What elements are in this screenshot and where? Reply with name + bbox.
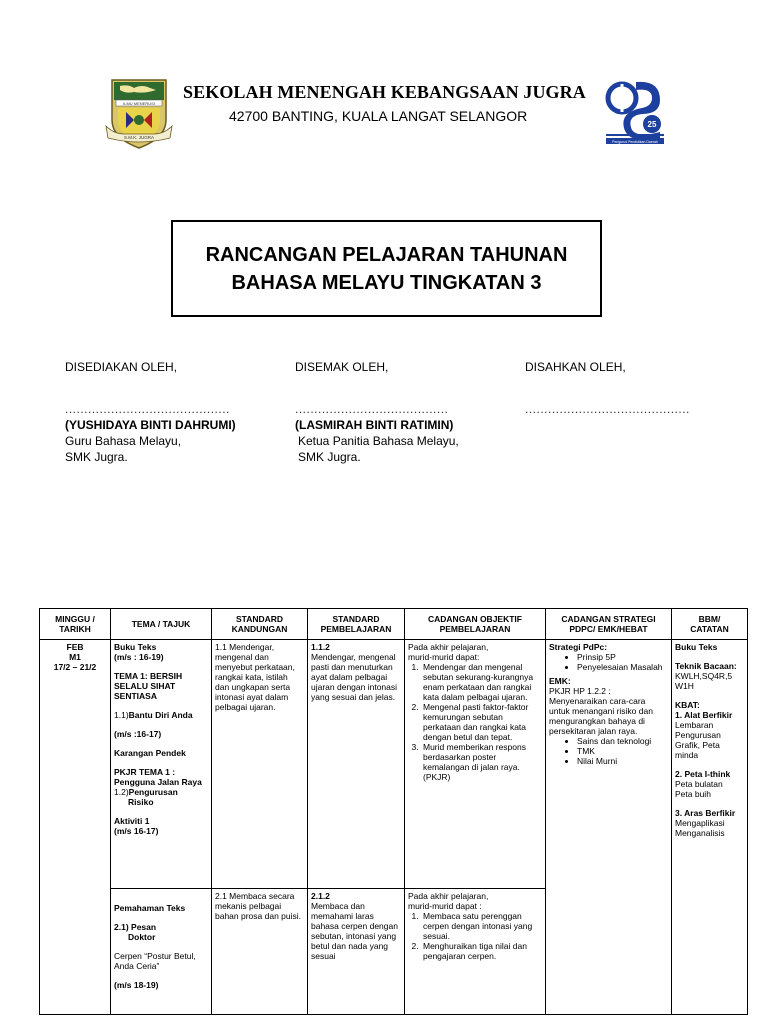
- objectives-list: [408, 662, 542, 782]
- col-header-theme: TEMA / TAJUK: [111, 609, 212, 640]
- col-header-learning-standard: STANDARD PEMBELAJARAN: [308, 609, 405, 640]
- school-address: 42700 BANTING, KUALA LANGAT SELANGOR: [229, 108, 528, 124]
- signature-heading: DISEMAK OLEH,: [295, 360, 389, 374]
- signature-heading: DISEDIAKAN OLEH,: [65, 360, 178, 374]
- lesson-plan-table: [39, 608, 748, 1015]
- signature-approved-by: [525, 359, 690, 417]
- signature-place: SMK Jugra.: [65, 450, 128, 464]
- col-header-week: MINGGU / TARIKH: [40, 609, 111, 640]
- content-standard-cell: 2.1 Membaca secara mekanis pelbagai bahan prosa dan puisi.: [212, 889, 308, 1015]
- col-header-content-standard: STANDARD KANDUNGAN: [212, 609, 308, 640]
- objectives-cell: Pada akhir pelajaran, murid-murid dapat : 1. Membaca satu perenggan cerpen dengan intonasi yang sesuai. 2. Menghuraikan tiga nilai dan pengajaran cerpen.: [405, 889, 546, 1015]
- list-item: • TMK: [577, 746, 668, 756]
- strategy-cell: Strategi PdPc: • Prinsip 5P • Penyelesaian Masalah EMK: PKJR HP 1.2.2 : Menyenaraikan cara-cara untuk menangani risiko dan mengurangkan bahaya di persekitaran jalan raya. • Sains dan teknologi • TMK • Nilai Murni: [546, 640, 672, 1015]
- document-title-line2: BAHASA MELAYU TINGKATAN 3: [231, 271, 542, 294]
- content-standard-cell: 1.1 Mendengar, mengenal dan menyebut perkataan, rangkai kata, istilah dan ungkapan serta intonasi ayat dalam pelbagai ujaran.: [212, 640, 308, 889]
- list-item: 3. Murid memberikan respons berdasarkan poster kemalangan di jalan raya. (PKJR): [421, 742, 542, 782]
- objectives-list: [408, 911, 542, 961]
- signature-line: ...........................................: [525, 402, 690, 416]
- signature-line: ...........................................: [65, 402, 230, 416]
- emk-list: [549, 736, 668, 766]
- list-item: • Nilai Murni: [577, 756, 668, 766]
- svg-text:25: 25: [647, 120, 657, 129]
- signature-prepared-by: [65, 359, 236, 465]
- signature-role: Ketua Panitia Bahasa Melayu,: [298, 434, 459, 448]
- learning-standard-cell: 1.1.2 Mendengar, mengenal pasti dan menuturkan ayat dalam pelbagai ujaran dengan intonasi yang sesuai dan jelas.: [308, 640, 405, 889]
- objectives-cell: Pada akhir pelajaran, murid-murid dapat: 1. Mendengar dan mengenal sebutan sekurang-kurangnya enam perkataan dan rangkai kata dalam pelbagai ujaran. 2. Mengenal pasti faktor-faktor kemurungan sebutan perkataan dan rangkai kata dengan betul dan tepat. 3. Murid memberikan respons berdasarkan poster kemalangan di jalan raya. (PKJR): [405, 640, 546, 889]
- school-name: SEKOLAH MENENGAH KEBANGSAAN JUGRA: [183, 82, 586, 102]
- list-item: • Sains dan teknologi: [577, 736, 668, 746]
- svg-text:S.M.K. JUGRA: S.M.K. JUGRA: [123, 135, 155, 140]
- svg-text:ILMU MENERUSI: ILMU MENERUSI: [123, 101, 155, 106]
- theme-cell: Pemahaman Teks 2.1) Pesan Doktor Cerpen “Postur Betul, Anda Ceria” (m/s 18-19): [111, 889, 212, 1015]
- school-crest-logo: [104, 76, 174, 150]
- signature-place: SMK Jugra.: [298, 450, 361, 464]
- notes-cell: Buku Teks Teknik Bacaan: KWLH,SQ4R,5 W1H KBAT: 1. Alat Berfikir Lembaran Pengurusan Grafik, Peta minda 2. Peta I-think Peta bulatan Peta buih 3. Aras Berfikir Mengaplikasi Menganalisis: [672, 640, 748, 1015]
- list-item: 1. Mendengar dan mengenal sebutan sekurang-kurangnya enam perkataan dan rangkai kata dalam pelbagai ujaran.: [421, 662, 542, 702]
- col-header-notes: BBM/ CATATAN: [672, 609, 748, 640]
- district-logo: [602, 78, 668, 146]
- list-item: 2. Menghuraikan tiga nilai dan pengajaran cerpen.: [421, 941, 542, 961]
- list-item: • Prinsip 5P: [577, 652, 668, 662]
- list-item: 1. Membaca satu perenggan cerpen dengan intonasi yang sesuai.: [421, 911, 542, 941]
- col-header-objectives: CADANGAN OBJEKTIF PEMBELAJARAN: [405, 609, 546, 640]
- table-row: [40, 640, 748, 889]
- learning-standard-cell: 2.1.2 Membaca dan memahami laras bahasa cerpen dengan sebutan, intonasi yang betul dan nada yang sesuai: [308, 889, 405, 1015]
- list-item: • Penyelesaian Masalah: [577, 662, 668, 672]
- signature-role: Guru Bahasa Melayu,: [65, 434, 182, 448]
- signature-heading: DISAHKAN OLEH,: [525, 360, 626, 374]
- document-title-box: [171, 220, 602, 317]
- signature-checked-by: [295, 359, 459, 465]
- table-header-row: [40, 609, 748, 640]
- signature-line: ........................................: [295, 402, 449, 416]
- list-item: 2. Mengenal pasti faktor-faktor kemurungan sebutan perkataan dan rangkai kata dengan betul dan tepat.: [421, 702, 542, 742]
- signature-name: (YUSHIDAYA BINTI DAHRUMI): [65, 418, 236, 432]
- col-header-strategy: CADANGAN STRATEGI PDPC/ EMK/HEBAT: [546, 609, 672, 640]
- svg-text:Pengurus Pendidikan Daerah: Pengurus Pendidikan Daerah: [612, 140, 658, 144]
- document-title-line1: RANCANGAN PELAJARAN TAHUNAN: [205, 243, 568, 266]
- week-cell: FEB M1 17/2 – 21/2: [40, 640, 111, 1015]
- signature-name: (LASMIRAH BINTI RATIMIN): [295, 418, 454, 432]
- theme-cell: Buku Teks (m/s : 16-19) TEMA 1: BERSIH SELALU SIHAT SENTIASA 1.1)Bantu Diri Anda (m/s :16-17) Karangan Pendek PKJR TEMA 1 : Pengguna Jalan Raya 1.2)Pengurusan Risiko Aktiviti 1 (m/s 16-17): [111, 640, 212, 889]
- strategy-list: [549, 652, 668, 672]
